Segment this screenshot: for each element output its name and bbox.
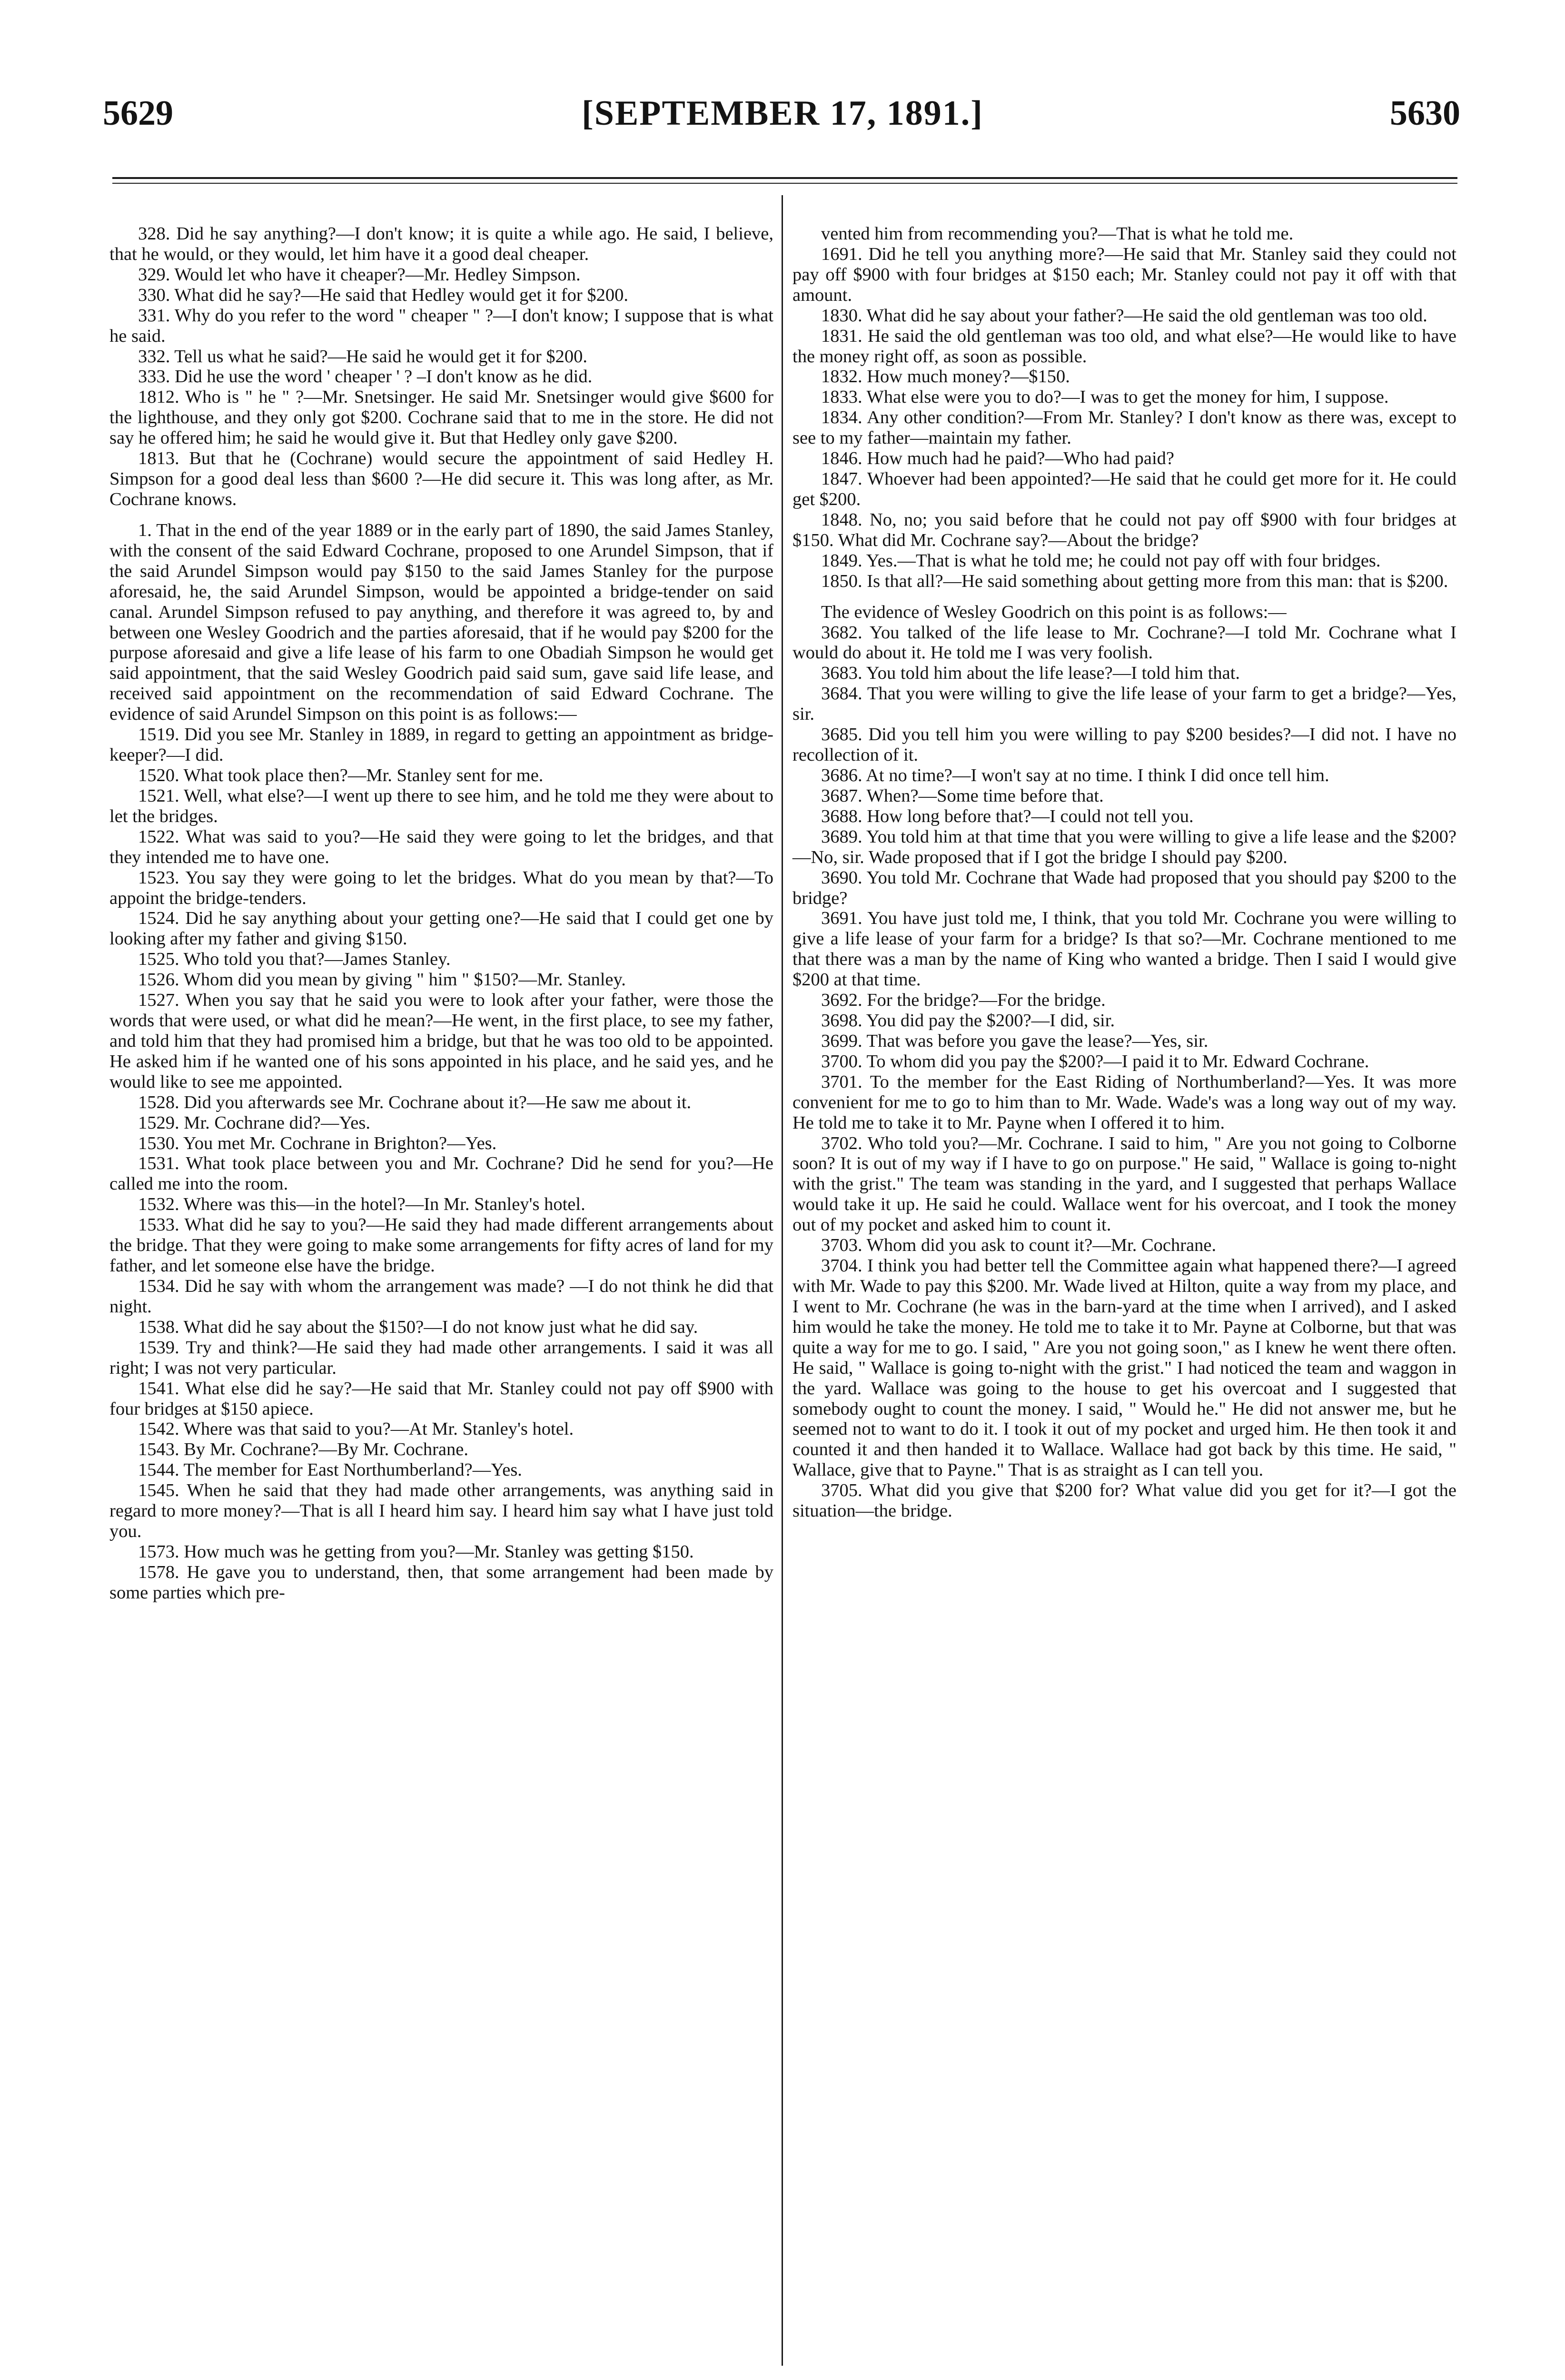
testimony-paragraph: 3690. You told Mr. Cochrane that Wade had proposed that you should pay $200 to the bridge? bbox=[792, 867, 1456, 908]
testimony-paragraph: 329. Would let who have it cheaper?—Mr. Hedley Simpson. bbox=[138, 264, 581, 285]
testimony-paragraph: 1833. What else were you to do?—I was to get the money for him, I suppose. bbox=[821, 387, 1389, 407]
testimony-paragraph: 3687. When?—Some time before that. bbox=[821, 785, 1104, 806]
testimony-paragraph: 1849. Yes.—That is what he told me; he could not pay off with four bridges. bbox=[821, 550, 1381, 571]
testimony-paragraph: 1813. But that he (Cochrane) would secure the appointment of said Hedley H. Simpson for a good deal less than $600 ?—He did secure it. This was long after, as Mr. Cochrane knows. bbox=[109, 448, 773, 509]
testimony-paragraph: 331. Why do you refer to the word " cheaper " ?—I don't know; I suppose that is what he said. bbox=[109, 305, 773, 346]
page-date: [SEPTEMBER 17, 1891.] bbox=[582, 94, 983, 133]
testimony-paragraph: 1522. What was said to you?—He said they were going to let the bridges, and that they intended me to have one. bbox=[109, 826, 773, 867]
header-rule-thin bbox=[112, 183, 1457, 184]
testimony-paragraph: 3686. At no time?—I won't say at no time. I think I did once tell him. bbox=[821, 765, 1329, 785]
testimony-paragraph: 1. That in the end of the year 1889 or in the early part of 1890, the said James Stanley, with the consent of the said Edward Cochrane, proposed to one Arundel Simpson, that if the said Arundel Simpson would pay $150 to the said James Stanley for the purpose aforesaid, he, the said Arundel Simpson, would be appointed a bridge-tender on said canal. Arundel Simpson refused to pay anything, and therefore it was agreed to, by and between one Wesley Goodrich and the parties aforesaid, that if he would pay $200 for the purpose aforesaid and give a life lease of his farm to one Obadiah Simpson he would get said appointment, that the said Wesley Goodrich paid said sum, gave said life lease, and received said appointment on the recommendation of said Edward Cochrane. The evidence of said Arundel Simpson on this point is as follows:— bbox=[109, 520, 773, 724]
testimony-paragraph: 3699. That was before you gave the lease?—Yes, sir. bbox=[821, 1031, 1208, 1051]
testimony-paragraph: 1527. When you say that he said you were to look after your father, were those the words that were used, or what did he mean?—He went, in the first place, to see my father, and told him that they had promised him a bridge, but that he was too old to be appointed. He asked him if he wanted one of his sons appointed in his place, and he said yes, and he would like to see me appointed. bbox=[109, 990, 773, 1092]
testimony-paragraph: 1834. Any other condition?—From Mr. Stanley? I don't know as there was, except to see to my father—maintain my father. bbox=[792, 407, 1456, 448]
testimony-paragraph: 3703. Whom did you ask to count it?—Mr. Cochrane. bbox=[821, 1235, 1217, 1256]
right-column bbox=[792, 224, 1456, 1521]
testimony-paragraph: 1831. He said the old gentleman was too old, and what else?—He would like to have the money right off, as soon as possible. bbox=[792, 326, 1456, 367]
testimony-paragraph: 1519. Did you see Mr. Stanley in 1889, in regard to getting an appointment as bridge-keeper?—I did. bbox=[109, 724, 773, 765]
testimony-paragraph: 1541. What else did he say?—He said that Mr. Stanley could not pay off $900 with four bridges at $150 apiece. bbox=[109, 1378, 773, 1419]
testimony-paragraph: 3682. You talked of the life lease to Mr. Cochrane?—I told Mr. Cochrane what I would do about it. He told me I was very foolish. bbox=[792, 622, 1456, 663]
testimony-paragraph: 1848. No, no; you said before that he could not pay off $900 with four bridges at $150. What did Mr. Cochrane say?—About the bridge? bbox=[792, 509, 1456, 550]
page-number-right: 5630 bbox=[1390, 94, 1460, 133]
testimony-paragraph: 3704. I think you had better tell the Committee again what happened there?—I agreed with Mr. Wade to pay this $200. Mr. Wade lived at Hilton, quite a way from my place, and I went to Mr. Cochrane (he was in the barn-yard at the time when I arrived), and I asked him would he take the money. He told me to take it to Mr. Payne at Colborne, but that was quite a way for me to go. I said, " Are you not going soon," as I knew he went there often. He said, " Wallace is going to-night with the grist." I had noticed the team and waggon in the yard. Wallace was going to the house to get his overcoat and I suggested that somebody ought to count the money. I said, " Would he." He did not answer me, but he seemed not to want to do it. I took it out of my pocket and urged him. He then took it and counted it and then handed it to Wallace. Wallace had got back by this time. He said, " Wallace, give that to Payne." That is as straight as I can tell you. bbox=[792, 1256, 1456, 1480]
testimony-paragraph: 1538. What did he say about the $150?—I do not know just what he did say. bbox=[138, 1317, 698, 1337]
testimony-paragraph: 1573. How much was he getting from you?—Mr. Stanley was getting $150. bbox=[138, 1542, 694, 1562]
testimony-paragraph: 1847. Whoever had been appointed?—He said that he could get more for it. He could get $200. bbox=[792, 469, 1456, 509]
page-header bbox=[0, 0, 1565, 190]
testimony-paragraph: 1533. What did he say to you?—He said they had made different arrangements about the bridge. That they were going to make some arrangements for fifty acres of land for my father, and let someone else have the bridge. bbox=[109, 1215, 773, 1276]
page-number-left: 5629 bbox=[103, 94, 173, 133]
testimony-paragraph: 3692. For the bridge?—For the bridge. bbox=[821, 990, 1106, 1011]
testimony-paragraph: 332. Tell us what he said?—He said he would get it for $200. bbox=[138, 346, 587, 367]
testimony-paragraph: 1539. Try and think?—He said they had made other arrangements. I said it was all right; I was not very particular. bbox=[109, 1337, 773, 1378]
testimony-paragraph: 333. Did he use the word ' cheaper ' ? –I don't know as he did. bbox=[138, 367, 593, 387]
testimony-paragraph: 3688. How long before that?—I could not tell you. bbox=[821, 806, 1194, 826]
testimony-paragraph: 1832. How much money?—$150. bbox=[821, 367, 1070, 387]
testimony-paragraph: 3684. That you were willing to give the life lease of your farm to get a bridge?—Yes, sir. bbox=[792, 684, 1456, 724]
testimony-paragraph: 3685. Did you tell him you were willing to pay $200 besides?—I did not. I have no recollection of it. bbox=[792, 724, 1456, 765]
testimony-paragraph: 1543. By Mr. Cochrane?—By Mr. Cochrane. bbox=[138, 1439, 468, 1460]
testimony-paragraph: 1529. Mr. Cochrane did?—Yes. bbox=[138, 1112, 370, 1133]
testimony-paragraph: 3691. You have just told me, I think, that you told Mr. Cochrane you were willing to give a life lease of your farm for a bridge? Is that so?—Mr. Cochrane mentioned to me that there was a man by the name of King who wanted a bridge. Then I said I would give $200 at that time. bbox=[792, 908, 1456, 990]
header-rule-thick bbox=[112, 177, 1457, 179]
testimony-paragraph: 3683. You told him about the life lease?—I told him that. bbox=[821, 663, 1240, 684]
left-column bbox=[109, 224, 773, 1603]
testimony-paragraph: 1830. What did he say about your father?—He said the old gentleman was too old. bbox=[821, 305, 1427, 326]
testimony-paragraph: 1521. Well, what else?—I went up there to see him, and he told me they were about to let the bridges. bbox=[109, 785, 773, 826]
testimony-paragraph: 1545. When he said that they had made other arrangements, was anything said in regard to more money?—That is all I heard him say. I heard him say what I have just told you. bbox=[109, 1480, 773, 1542]
testimony-paragraph: 3705. What did you give that $200 for? What value did you get for it?—I got the situation—the bridge. bbox=[792, 1480, 1456, 1521]
testimony-paragraph: The evidence of Wesley Goodrich on this point is as follows:— bbox=[821, 602, 1287, 622]
testimony-paragraph: 1531. What took place between you and Mr. Cochrane? Did he send for you?—He called me into the room. bbox=[109, 1153, 773, 1194]
testimony-paragraph: 1544. The member for East Northumberland?—Yes. bbox=[138, 1460, 522, 1480]
testimony-paragraph: 3702. Who told you?—Mr. Cochrane. I said to him, " Are you not going to Colborne soon? It is out of my way if I have to go on purpose." He said, " Wallace is going to-night with the grist." The team was standing in the yard, and I suggested that perhaps Wallace would take it up. He said he could. Wallace went for his overcoat, and I took the money out of my pocket and asked him to count it. bbox=[792, 1133, 1456, 1235]
column-divider bbox=[782, 195, 783, 2366]
testimony-paragraph: 3700. To whom did you pay the $200?—I paid it to Mr. Edward Cochrane. bbox=[821, 1051, 1369, 1071]
testimony-paragraph: 1542. Where was that said to you?—At Mr. Stanley's hotel. bbox=[138, 1419, 574, 1439]
testimony-paragraph: 1812. Who is " he " ?—Mr. Snetsinger. He said Mr. Snetsinger would give $600 for the lighthouse, and they only got $200. Cochrane said that to me in the store. He did not say he offered him; he said he would give it. But that Hedley only gave $200. bbox=[109, 387, 773, 448]
testimony-paragraph: 1520. What took place then?—Mr. Stanley sent for me. bbox=[138, 765, 544, 785]
testimony-paragraph: 330. What did he say?—He said that Hedley would get it for $200. bbox=[138, 285, 629, 305]
testimony-paragraph: vented him from recommending you?—That is what he told me. bbox=[821, 224, 1294, 244]
testimony-paragraph: 3689. You told him at that time that you were willing to give a life lease and the $200?—No, sir. Wade proposed that if I got the bridge I should pay $200. bbox=[792, 826, 1456, 867]
testimony-paragraph: 1524. Did he say anything about your getting one?—He said that I could get one by looking after my father and giving $150. bbox=[109, 908, 773, 949]
testimony-paragraph: 1530. You met Mr. Cochrane in Brighton?—Yes. bbox=[138, 1133, 497, 1153]
testimony-paragraph: 3698. You did pay the $200?—I did, sir. bbox=[821, 1011, 1115, 1031]
testimony-paragraph: 1526. Whom did you mean by giving " him " $150?—Mr. Stanley. bbox=[138, 970, 626, 990]
testimony-paragraph: 1523. You say they were going to let the bridges. What do you mean by that?—To appoint the bridge-tenders. bbox=[109, 867, 773, 908]
testimony-paragraph: 328. Did he say anything?—I don't know; it is quite a while ago. He said, I believe, that he would, or they would, let him have it a good deal cheaper. bbox=[109, 224, 773, 264]
testimony-paragraph: 1691. Did he tell you anything more?—He said that Mr. Stanley said they could not pay off $900 with four bridges at $150 each; Mr. Stanley could not pay it off with that amount. bbox=[792, 244, 1456, 305]
testimony-paragraph: 1846. How much had he paid?—Who had paid? bbox=[821, 448, 1174, 469]
testimony-paragraph: 1528. Did you afterwards see Mr. Cochrane about it?—He saw me about it. bbox=[138, 1092, 692, 1112]
testimony-paragraph: 1578. He gave you to understand, then, that some arrangement had been made by some parties which pre- bbox=[109, 1562, 773, 1603]
testimony-paragraph: 1525. Who told you that?—James Stanley. bbox=[138, 949, 451, 970]
testimony-paragraph: 3701. To the member for the East Riding of Northumberland?—Yes. It was more convenient for me to go to him than to Mr. Wade. Wade's was a long way out of my way. He told me to take it to Mr. Payne when I offered it to him. bbox=[792, 1071, 1456, 1133]
testimony-paragraph: 1532. Where was this—in the hotel?—In Mr. Stanley's hotel. bbox=[138, 1194, 585, 1215]
testimony-paragraph: 1850. Is that all?—He said something about getting more from this man: that is $200. bbox=[821, 571, 1448, 591]
testimony-paragraph: 1534. Did he say with whom the arrangement was made? —I do not think he did that night. bbox=[109, 1276, 773, 1317]
